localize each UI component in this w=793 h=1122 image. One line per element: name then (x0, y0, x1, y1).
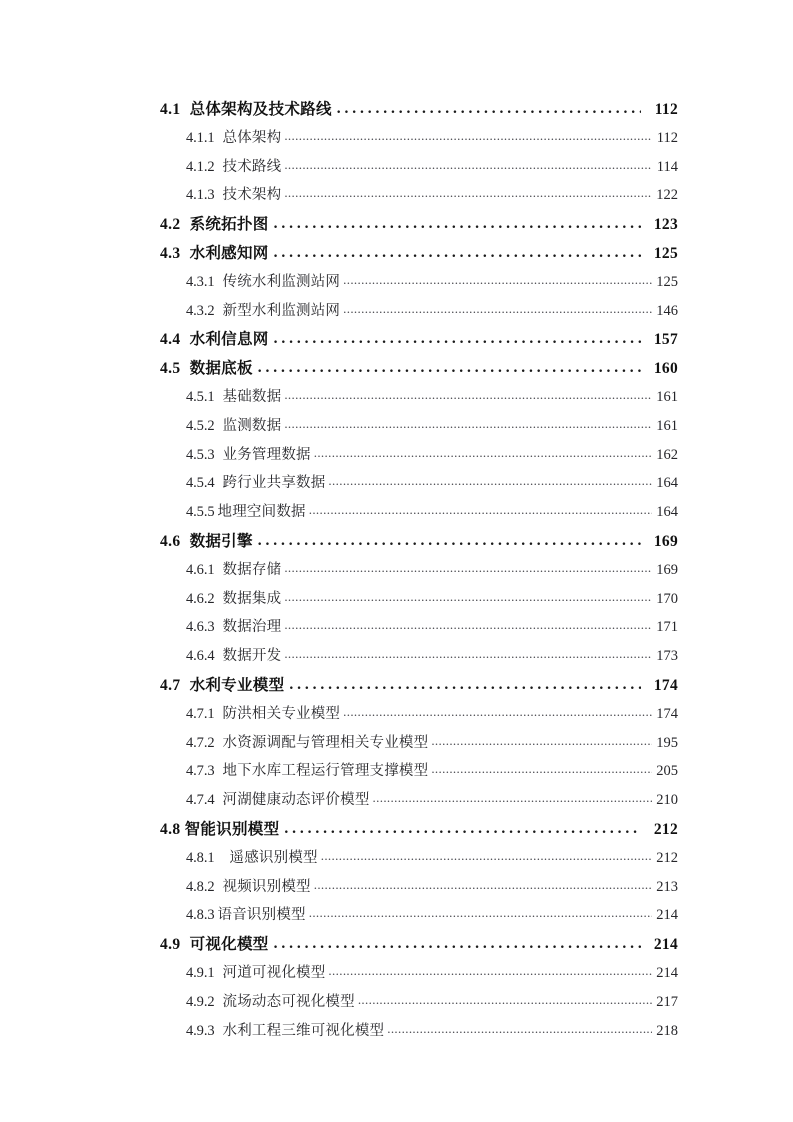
toc-entry-subsection[interactable] (160, 183, 678, 212)
toc-entry-subsection[interactable] (160, 587, 678, 616)
toc-entry-subsection[interactable] (160, 270, 678, 299)
toc-entry-page-number: 169 (656, 561, 678, 578)
toc-entry-title: 水利工程三维可视化模型 (222, 1022, 385, 1039)
toc-entry-page-number: 169 (653, 532, 678, 550)
toc-entry-number: 4.8.2 (186, 878, 215, 895)
toc-entry-page-number: 174 (653, 676, 678, 694)
toc-entry-page-number: 170 (656, 590, 678, 607)
toc-entry-subsection[interactable] (160, 155, 678, 184)
toc-entry-title: 基础数据 (222, 388, 282, 405)
toc-entry-page-number: 160 (653, 360, 678, 378)
dot-leader (314, 445, 652, 461)
dot-leader (284, 617, 652, 633)
dot-leader (321, 848, 652, 864)
toc-entry-title: 数据治理 (222, 619, 282, 636)
toc-entry-section[interactable] (160, 212, 678, 241)
toc-entry-subsection[interactable] (160, 644, 678, 673)
dot-leader (328, 473, 652, 489)
dot-leader (284, 646, 652, 662)
dot-leader (274, 244, 641, 262)
toc-entry-title: 遥感识别模型 (229, 849, 318, 866)
toc-entry-title: 技术架构 (222, 187, 282, 204)
dot-leader (274, 330, 641, 348)
toc-entry-title: 数据存储 (222, 561, 282, 578)
toc-entry-page-number: 146 (656, 302, 678, 319)
toc-entry-subsection[interactable] (160, 731, 678, 760)
toc-entry-title: 河道可视化模型 (222, 964, 326, 981)
toc-entry-number: 4.9.2 (186, 993, 215, 1010)
toc-entry-page-number: 112 (654, 101, 678, 118)
dot-leader (373, 790, 652, 806)
toc-entry-section[interactable] (160, 97, 678, 126)
dot-leader (431, 733, 652, 749)
toc-entry-page-number: 162 (656, 446, 678, 463)
toc-entry-page-number: 157 (653, 331, 678, 349)
dot-leader (387, 1021, 652, 1037)
toc-entry-page-number: 161 (656, 417, 678, 434)
toc-entry-subsection[interactable] (160, 126, 678, 155)
toc-entry-title: 语音识别模型 (217, 907, 306, 924)
toc-entry-subsection[interactable] (160, 990, 678, 1019)
toc-entry-title: 业务管理数据 (222, 446, 311, 463)
dot-leader (289, 676, 641, 694)
dot-leader (284, 128, 652, 144)
toc-entry-number: 4.6.3 (186, 619, 215, 636)
toc-entry-number: 4.8.3 (186, 907, 215, 924)
toc-entry-subsection[interactable] (160, 788, 678, 817)
toc-entry-number: 4.3.2 (186, 302, 215, 319)
dot-leader (343, 272, 652, 288)
toc-entry-subsection[interactable] (160, 846, 678, 875)
dot-leader (343, 704, 652, 720)
toc-entry-number: 4.7 (160, 676, 181, 694)
toc-entry-subsection[interactable] (160, 443, 678, 472)
dot-leader (343, 301, 652, 317)
toc-entry-number: 4.2 (160, 216, 181, 234)
toc-entry-title: 地理空间数据 (217, 504, 306, 521)
toc-entry-page-number: 214 (653, 936, 678, 954)
toc-entry-section[interactable] (160, 932, 678, 961)
toc-entry-subsection[interactable] (160, 1019, 678, 1048)
toc-entry-subsection[interactable] (160, 471, 678, 500)
toc-entry-number: 4.3.1 (186, 273, 215, 290)
toc-entry-subsection[interactable] (160, 299, 678, 328)
toc-entry-number: 4.1.1 (186, 129, 215, 146)
toc-entry-number: 4.9.1 (186, 964, 215, 981)
toc-entry-number: 4.6.4 (186, 648, 215, 665)
toc-entry-title: 地下水库工程运行管理支撑模型 (222, 763, 429, 780)
toc-entry-page-number: 171 (656, 619, 678, 636)
toc-entry-number: 4.4 (160, 331, 181, 349)
toc-entry-title: 跨行业共享数据 (222, 475, 326, 492)
toc-entry-number: 4.9.3 (186, 1022, 215, 1039)
toc-entry-page-number: 125 (653, 244, 678, 262)
toc-entry-section[interactable] (160, 356, 678, 385)
toc-entry-number: 4.1.3 (186, 187, 215, 204)
toc-entry-page-number: 161 (656, 388, 678, 405)
table-of-contents (160, 97, 678, 1047)
dot-leader (337, 100, 641, 118)
toc-entry-subsection[interactable] (160, 414, 678, 443)
toc-entry-page-number: 205 (656, 763, 678, 780)
toc-entry-number: 4.5 (160, 360, 181, 378)
dot-leader (284, 157, 652, 173)
toc-entry-section[interactable] (160, 529, 678, 558)
toc-entry-number: 4.6 (160, 532, 181, 550)
toc-entry-subsection[interactable] (160, 385, 678, 414)
toc-entry-section[interactable] (160, 241, 678, 270)
toc-entry-number: 4.5.5 (186, 504, 215, 521)
toc-entry-subsection[interactable] (160, 500, 678, 529)
toc-entry-title: 数据引擎 (189, 532, 253, 550)
toc-entry-page-number: 114 (656, 158, 678, 175)
toc-entry-page-number: 217 (656, 993, 678, 1010)
dot-leader (309, 502, 652, 518)
toc-entry-page-number: 212 (656, 849, 678, 866)
toc-entry-title: 水利信息网 (189, 331, 269, 349)
toc-entry-title: 技术路线 (222, 158, 282, 175)
toc-entry-title: 总体架构 (222, 129, 282, 146)
toc-entry-title: 水利专业模型 (189, 676, 285, 694)
toc-entry-number: 4.7.1 (186, 705, 215, 722)
dot-leader (309, 905, 652, 921)
toc-entry-number: 4.6.1 (186, 561, 215, 578)
toc-entry-section[interactable] (160, 327, 678, 356)
toc-entry-page-number: 125 (656, 273, 678, 290)
toc-entry-subsection[interactable] (160, 875, 678, 904)
dot-leader (431, 761, 652, 777)
toc-entry-subsection[interactable] (160, 759, 678, 788)
toc-entry-title: 新型水利监测站网 (222, 302, 341, 319)
dot-leader (284, 416, 652, 432)
toc-entry-page-number: 164 (656, 475, 678, 492)
toc-entry-title: 河湖健康动态评价模型 (222, 792, 370, 809)
toc-entry-title: 水利感知网 (189, 244, 269, 262)
dot-leader (284, 820, 641, 838)
toc-entry-number: 4.5.1 (186, 388, 215, 405)
toc-entry-title: 传统水利监测站网 (222, 273, 341, 290)
dot-leader (284, 589, 652, 605)
toc-entry-number: 4.1 (160, 101, 181, 118)
toc-entry-number: 4.5.2 (186, 417, 215, 434)
toc-entry-title: 智能识别模型 (184, 820, 280, 838)
toc-entry-number: 4.1.2 (186, 158, 215, 175)
toc-entry-page-number: 174 (656, 705, 678, 722)
toc-entry-section[interactable] (160, 817, 678, 846)
toc-entry-subsection[interactable] (160, 702, 678, 731)
toc-entry-title: 总体架构及技术路线 (189, 101, 332, 118)
dot-leader (284, 387, 652, 403)
toc-entry-page-number: 164 (656, 504, 678, 521)
toc-entry-title: 数据底板 (189, 360, 253, 378)
toc-entry-page-number: 112 (656, 129, 678, 146)
toc-entry-page-number: 122 (656, 187, 678, 204)
toc-entry-number: 4.6.2 (186, 590, 215, 607)
toc-entry-page-number: 173 (656, 648, 678, 665)
dot-leader (274, 935, 641, 953)
toc-entry-title: 视频识别模型 (222, 878, 311, 895)
toc-entry-page-number: 218 (656, 1022, 678, 1039)
dot-leader (284, 560, 652, 576)
toc-entry-number: 4.7.4 (186, 792, 215, 809)
dot-leader (328, 963, 652, 979)
toc-entry-title: 水资源调配与管理相关专业模型 (222, 734, 429, 751)
toc-entry-page-number: 214 (656, 964, 678, 981)
toc-entry-title: 监测数据 (222, 417, 282, 434)
toc-entry-number: 4.7.2 (186, 734, 215, 751)
dot-leader (314, 877, 652, 893)
toc-entry-page-number: 210 (656, 792, 678, 809)
toc-entry-title: 可视化模型 (189, 936, 269, 954)
dot-leader (358, 992, 652, 1008)
toc-entry-subsection[interactable] (160, 615, 678, 644)
dot-leader (274, 215, 641, 233)
toc-entry-subsection[interactable] (160, 903, 678, 932)
toc-entry-title: 数据开发 (222, 648, 282, 665)
toc-entry-title: 系统拓扑图 (189, 216, 269, 234)
toc-entry-number: 4.8 (160, 820, 181, 838)
toc-entry-page-number: 123 (653, 216, 678, 234)
toc-entry-subsection[interactable] (160, 558, 678, 587)
toc-entry-number: 4.3 (160, 244, 181, 262)
dot-leader (284, 185, 652, 201)
toc-entry-page-number: 212 (653, 820, 678, 838)
toc-entry-number: 4.5.4 (186, 475, 215, 492)
dot-leader (258, 359, 641, 377)
toc-entry-number: 4.7.3 (186, 763, 215, 780)
toc-entry-section[interactable] (160, 673, 678, 702)
toc-entry-page-number: 214 (656, 907, 678, 924)
toc-entry-number: 4.9 (160, 936, 181, 954)
toc-entry-title: 数据集成 (222, 590, 282, 607)
toc-entry-page-number: 195 (656, 734, 678, 751)
toc-entry-subsection[interactable] (160, 961, 678, 990)
toc-entry-number: 4.5.3 (186, 446, 215, 463)
toc-entry-page-number: 213 (656, 878, 678, 895)
toc-entry-title: 流场动态可视化模型 (222, 993, 355, 1010)
toc-entry-title: 防洪相关专业模型 (222, 705, 341, 722)
toc-entry-number: 4.8.1 (186, 849, 215, 866)
dot-leader (258, 532, 641, 550)
